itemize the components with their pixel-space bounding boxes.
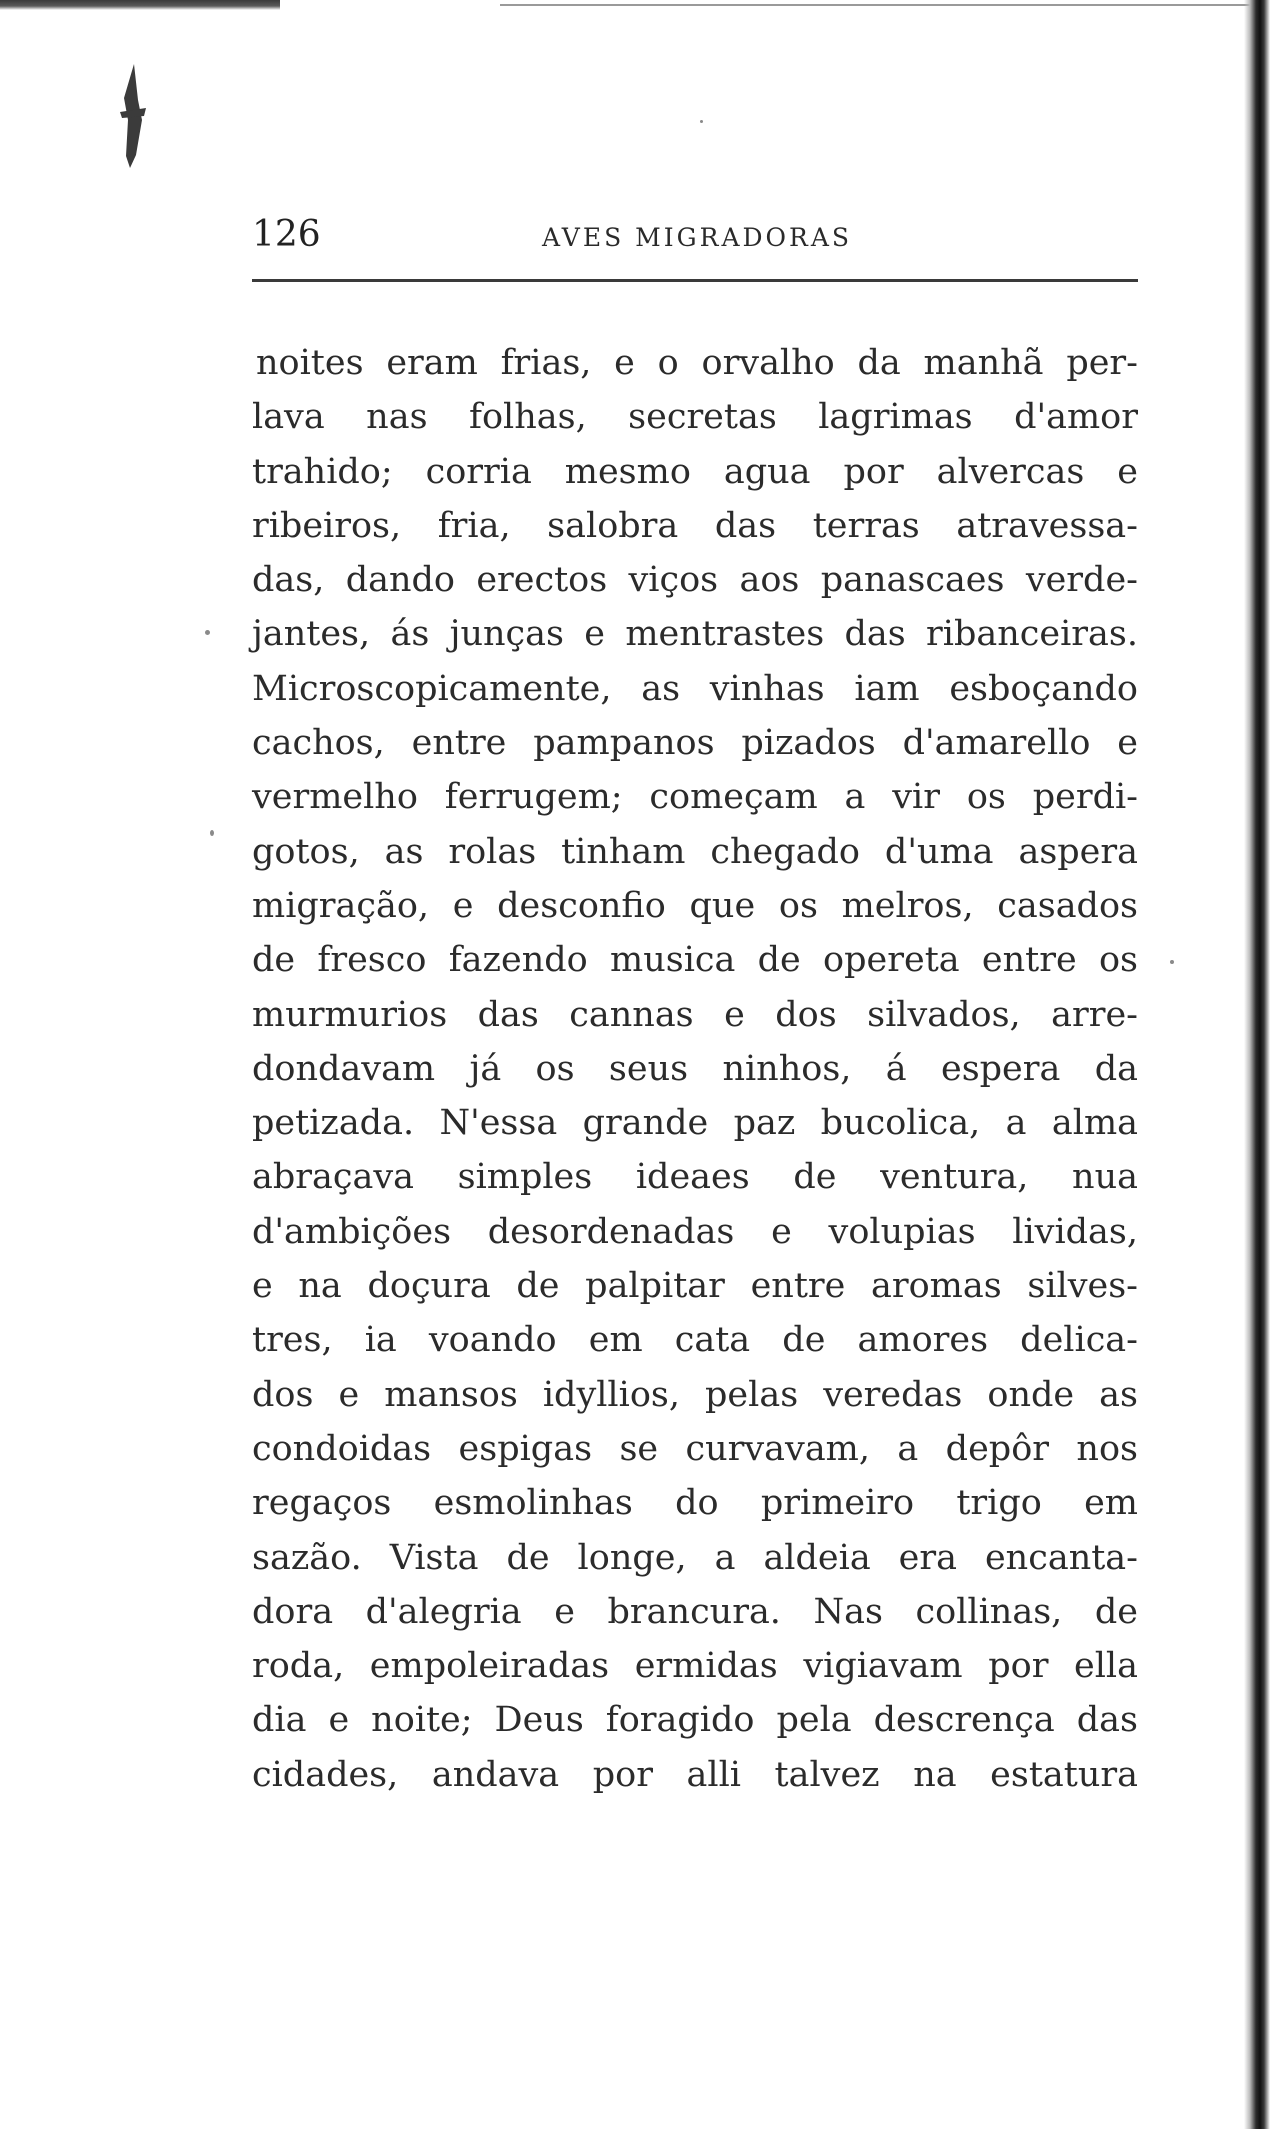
paper-speck bbox=[700, 120, 703, 123]
ink-blot-mark bbox=[112, 60, 152, 170]
top-edge-line bbox=[500, 4, 1260, 6]
text-line: cachos, entre pampanos pizados d'amarello e bbox=[252, 723, 1138, 764]
text-line: vermelho ferrugem; começam a vir os perdi- bbox=[252, 777, 1138, 818]
text-line: ribeiros, fria, salobra das terras atravessa- bbox=[252, 505, 1138, 546]
text-line: dora d'alegria e brancura. Nas collinas, de bbox=[252, 1591, 1138, 1632]
text-line: jantes, ás junças e mentrastes das ribanceiras. bbox=[252, 614, 1138, 655]
text-line: d'ambições desordenadas e volupias lividas, bbox=[252, 1211, 1138, 1252]
text-line: condoidas espigas se curvavam, a depôr nos bbox=[252, 1428, 1138, 1469]
page-number: 126 bbox=[252, 214, 321, 255]
text-line: dia e noite; Deus foragido pela descrença das bbox=[252, 1700, 1138, 1741]
text-line: das, dando erectos viços aos panascaes verde- bbox=[252, 560, 1138, 601]
paper-speck bbox=[205, 630, 210, 635]
text-line: dondavam já os seus ninhos, á espera da bbox=[252, 1048, 1138, 1089]
text-line: Microscopicamente, as vinhas iam esboçando bbox=[252, 668, 1138, 709]
text-line: trahido; corria mesmo agua por alvercas e bbox=[252, 451, 1138, 492]
top-edge-shadow bbox=[0, 0, 280, 10]
paper-speck bbox=[210, 830, 214, 836]
text-line: gotos, as rolas tinham chegado d'uma aspera bbox=[252, 831, 1138, 872]
text-line: e na doçura de palpitar entre aromas silves- bbox=[252, 1266, 1138, 1307]
text-line: roda, empoleiradas ermidas vigiavam por ella bbox=[252, 1646, 1138, 1687]
text-line: murmurios das cannas e dos silvados, arre- bbox=[252, 994, 1138, 1035]
text-line: regaços esmolinhas do primeiro trigo em bbox=[252, 1483, 1138, 1524]
text-line: cidades, andava por alli talvez na estatura bbox=[252, 1754, 1138, 1795]
text-line: noites eram frias, e o orvalho da manhã per- bbox=[256, 343, 1138, 383]
text-line: dos e mansos idyllios, pelas veredas onde as bbox=[252, 1374, 1138, 1415]
text-line: lava nas folhas, secretas lagrimas d'amor bbox=[252, 397, 1138, 438]
text-line: abraçava simples ideaes de ventura, nua bbox=[252, 1157, 1138, 1198]
page-binding-edge bbox=[1244, 0, 1278, 2129]
paper-speck bbox=[1170, 960, 1174, 964]
running-title: AVES MIGRADORAS bbox=[542, 223, 853, 252]
header-rule bbox=[252, 279, 1138, 282]
text-line: de fresco fazendo musica de opereta entre os bbox=[252, 940, 1138, 981]
text-line: sazão. Vista de longe, a aldeia era encanta- bbox=[252, 1537, 1138, 1578]
body-paragraph bbox=[252, 336, 1138, 1802]
text-line: tres, ia voando em cata de amores delica- bbox=[252, 1320, 1138, 1361]
running-header bbox=[252, 210, 1138, 270]
text-line: petizada. N'essa grande paz bucolica, a alma bbox=[252, 1103, 1138, 1144]
text-line: migração, e desconfio que os melros, casados bbox=[252, 885, 1138, 926]
